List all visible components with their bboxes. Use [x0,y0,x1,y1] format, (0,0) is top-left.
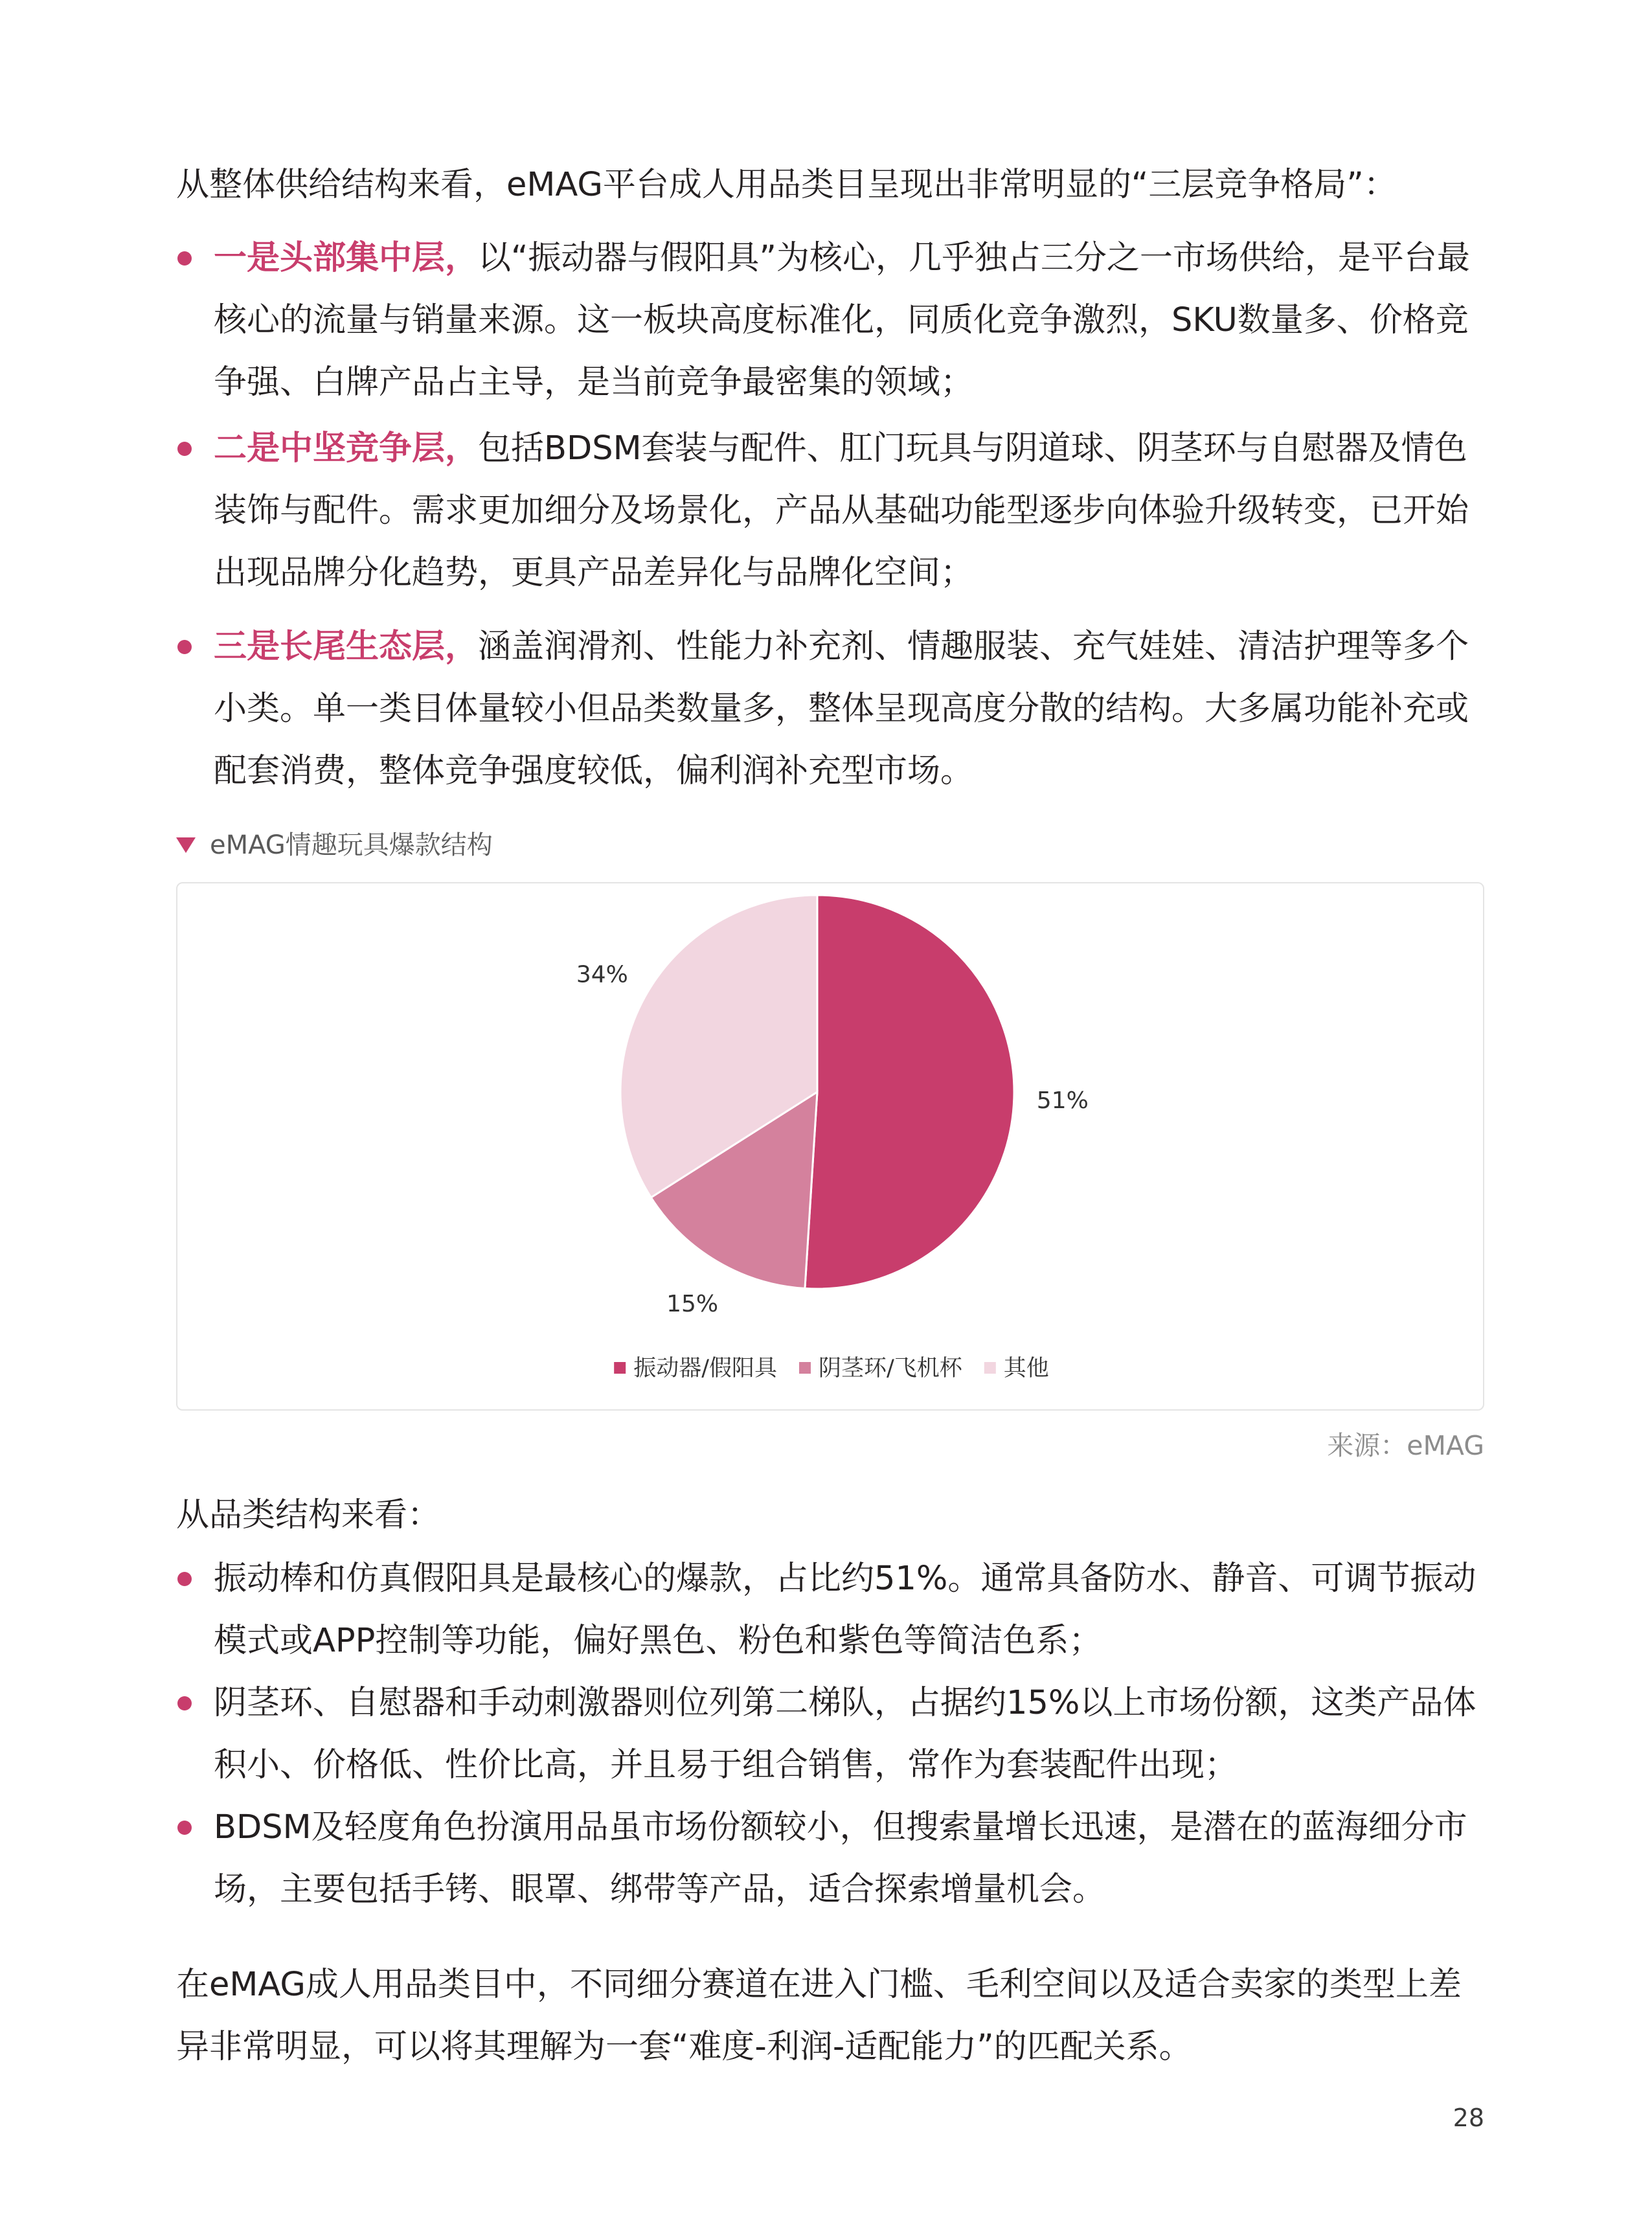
legend-swatch [614,1362,626,1374]
category-item [176,1548,1491,1672]
slice-value-label: 34% [576,961,628,988]
category-item [176,1672,1491,1797]
category-text: 振动棒和仿真假阳具是最核心的爆款，占比约51%。通常具备防水、静音、可调节振动模式或APP控制等功能，偏好黑色、粉色和紫色等简洁色系； [214,1560,1477,1660]
legend-label: 其他 [1003,1356,1049,1381]
pie-chart [177,883,1486,1412]
bullet-dot-icon [177,640,192,654]
tier-list [176,227,1491,802]
tier-label: 一是头部集中层， [214,239,479,277]
tier-text: 以“振动器与假阳具”为核心，几乎独占三分之一市场供给，是平台最核心的流量与销量来源。这一板块高度标准化，同质化竞争激烈，SKU数量多、价格竞争强、白牌产品占主导，是当前竞争最密集的领域； [214,239,1470,402]
category-list [176,1548,1491,1921]
tier-item-tail [176,616,1491,802]
legend-swatch [984,1362,996,1374]
legend-label: 阴茎环/飞机杯 [818,1356,962,1381]
source-note: 来源：eMAG [1327,1430,1484,1461]
legend-swatch [799,1362,811,1374]
category-intro: 从品类结构来看： [176,1496,441,1534]
pie-slice-1 [805,895,1014,1289]
bullet-dot-icon [177,1821,192,1835]
category-item [176,1797,1491,1921]
tier-item-middle [176,418,1491,604]
tier-item-head [176,227,1491,414]
tier-label: 三是长尾生态层， [214,628,479,666]
category-text: BDSM及轻度角色扮演用品虽市场份额较小，但搜索量增长迅速，是潜在的蓝海细分市场，主要包括手铐、眼罩、绑带等产品，适合探索增量机会。 [214,1808,1467,1909]
tier-text: 包括BDSM套装与配件、肛门玩具与阴道球、阴茎环与自慰器及情色装饰与配件。需求更加细分及场景化，产品从基础功能型逐步向体验升级转变，已开始出现品牌分化趋势，更具产品差异化与品牌化空间； [214,429,1469,592]
bullet-dot-icon [177,442,192,456]
bullet-dot-icon [177,251,192,266]
tier-label: 二是中坚竞争层， [214,429,479,468]
bullet-dot-icon [177,1696,192,1710]
slice-value-label: 15% [666,1291,719,1318]
page-number: 28 [1453,2104,1484,2132]
pie-chart-panel [176,882,1484,1411]
slice-value-label: 51% [1036,1087,1089,1114]
tier-text: 涵盖润滑剂、性能力补充剂、情趣服装、充气娃娃、清洁护理等多个小类。单一类目体量较小但品类数量多，整体呈现高度分散的结构。大多属功能补充或配套消费，整体竞争强度较低，偏利润补充型市场。 [214,628,1469,790]
legend-label: 振动器/假阳具 [633,1356,777,1381]
bullet-dot-icon [177,1572,192,1586]
chart-caption-text: eMAG情趣玩具爆款结构 [210,830,493,860]
chart-caption [176,826,493,865]
category-text: 阴茎环、自慰器和手动刺激器则位列第二梯队，占据约15%以上市场份额，这类产品体积小、价格低、性价比高，并且易于组合销售，常作为套装配件出现； [214,1684,1477,1784]
closing-paragraph: 在eMAG成人用品类目中，不同细分赛道在进入门槛、毛利空间以及适合卖家的类型上差异非常明显，可以将其理解为一套“难度-利润-适配能力”的匹配关系。 [176,1966,1462,2066]
intro-paragraph: 从整体供给结构来看，eMAG平台成人用品类目呈现出非常明显的“三层竞争格局”： [176,166,1397,204]
triangle-down-icon [176,837,196,853]
